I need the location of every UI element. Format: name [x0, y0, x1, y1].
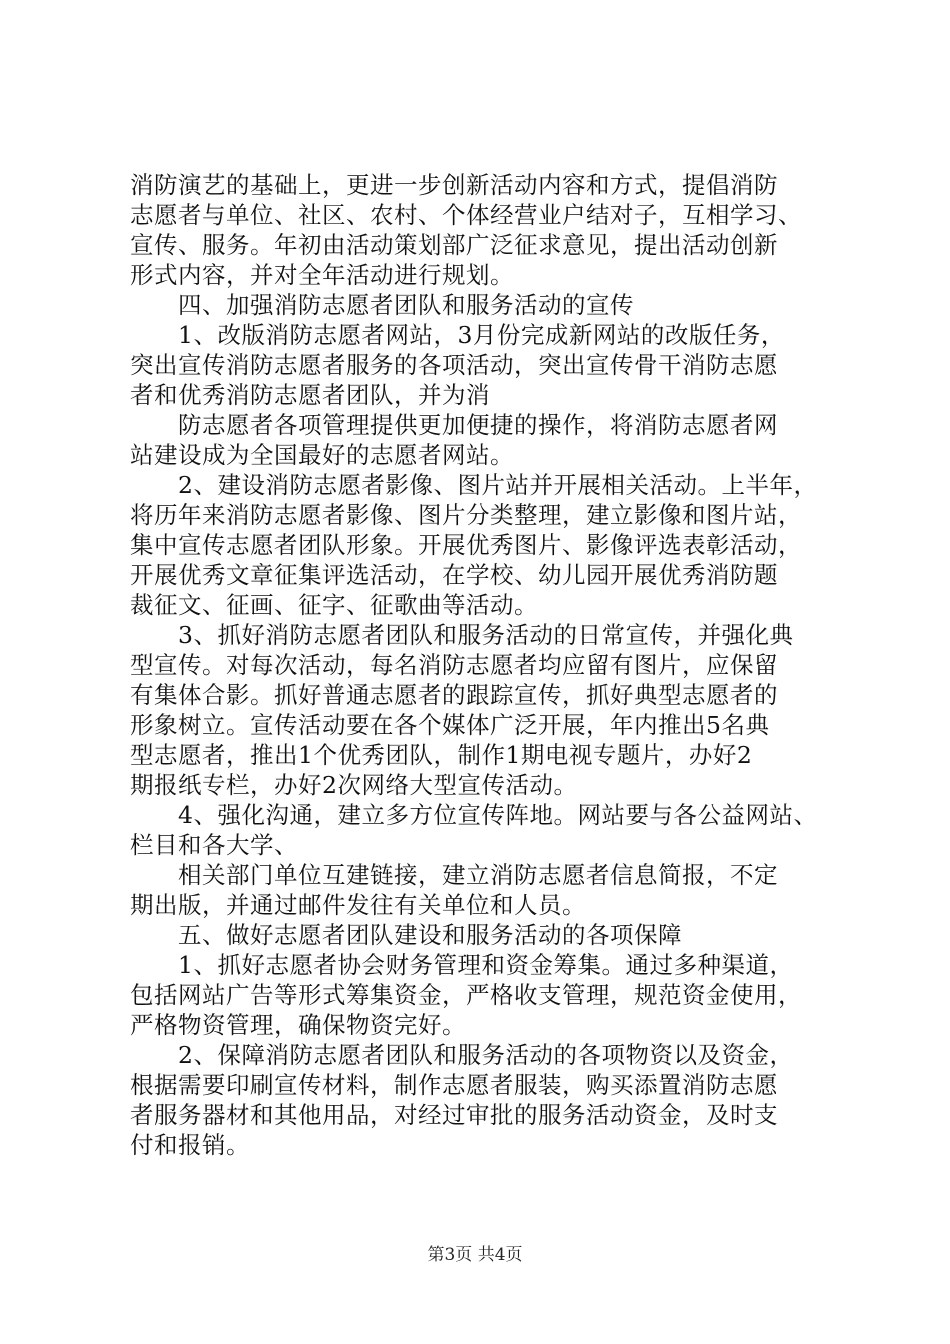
text-line: 3、抓好消防志愿者团队和服务活动的日常宣传，并强化典 [178, 621, 794, 649]
text-line: 相关部门单位互建链接，建立消防志愿者信息简报，不定 [178, 861, 778, 889]
text-line: 志愿者与单位、社区、农村、个体经营业户结对子，互相学习、 [130, 201, 802, 229]
text-line: 严格物资管理，确保物资完好。 [130, 1011, 466, 1039]
text-line: 根据需要印刷宣传材料，制作志愿者服装，购买添置消防志愿 [130, 1071, 778, 1099]
text-line: 者和优秀消防志愿者团队，并为消 [130, 381, 490, 409]
text-line: 1、抓好志愿者协会财务管理和资金筹集。通过多种渠道， [178, 951, 794, 979]
text-line: 有集体合影。抓好普通志愿者的跟踪宣传，抓好典型志愿者的 [130, 681, 778, 709]
text-line: 2、建设消防志愿者影像、图片站并开展相关活动。上半年， [178, 471, 818, 499]
text-line: 型宣传。对每次活动，每名消防志愿者均应留有图片，应保留 [130, 651, 778, 679]
text-line: 包括网站广告等形式筹集资金，严格收支管理，规范资金使用， [130, 981, 802, 1009]
text-line: 形式内容，并对全年活动进行规划。 [130, 261, 514, 289]
text-line: 形象树立。宣传活动要在各个媒体广泛开展，年内推出5名典 [130, 711, 770, 739]
page-footer: 第3页 共4页 [427, 1245, 523, 1265]
text-line: 裁征文、征画、征字、征歌曲等活动。 [130, 591, 538, 619]
text-line: 消防演艺的基础上，更进一步创新活动内容和方式，提倡消防 [130, 171, 778, 199]
text-line: 防志愿者各项管理提供更加便捷的操作，将消防志愿者网 [178, 411, 778, 439]
text-line: 站建设成为全国最好的志愿者网站。 [130, 441, 514, 469]
text-line: 型志愿者，推出1个优秀团队，制作1期电视专题片，办好2 [130, 741, 753, 769]
text-line: 集中宣传志愿者团队形象。开展优秀图片、影像评选表彰活动， [130, 531, 802, 559]
text-line: 4、强化沟通，建立多方位宣传阵地。网站要与各公益网站、 [178, 801, 818, 829]
text-line: 四、加强消防志愿者团队和服务活动的宣传 [178, 291, 634, 319]
text-line: 五、做好志愿者团队建设和服务活动的各项保障 [178, 921, 682, 949]
document-body [130, 170, 830, 1160]
text-line: 栏目和各大学、 [130, 831, 298, 859]
text-line: 期出版，并通过邮件发往有关单位和人员。 [130, 891, 586, 919]
text-line: 将历年来消防志愿者影像、图片分类整理，建立影像和图片站， [130, 501, 802, 529]
text-line: 宣传、服务。年初由活动策划部广泛征求意见，提出活动创新 [130, 231, 778, 259]
text-line: 期报纸专栏，办好2次网络大型宣传活动。 [130, 771, 578, 799]
text-line: 付和报销。 [130, 1131, 250, 1159]
text-line: 者服务器材和其他用品，对经过审批的服务活动资金，及时支 [130, 1101, 778, 1129]
text-line: 2、保障消防志愿者团队和服务活动的各项物资以及资金， [178, 1041, 794, 1069]
text-line: 开展优秀文章征集评选活动，在学校、幼儿园开展优秀消防题 [130, 561, 778, 589]
text-line: 1、改版消防志愿者网站，3月份完成新网站的改版任务， [178, 321, 785, 349]
text-line: 突出宣传消防志愿者服务的各项活动，突出宣传骨干消防志愿 [130, 351, 778, 379]
